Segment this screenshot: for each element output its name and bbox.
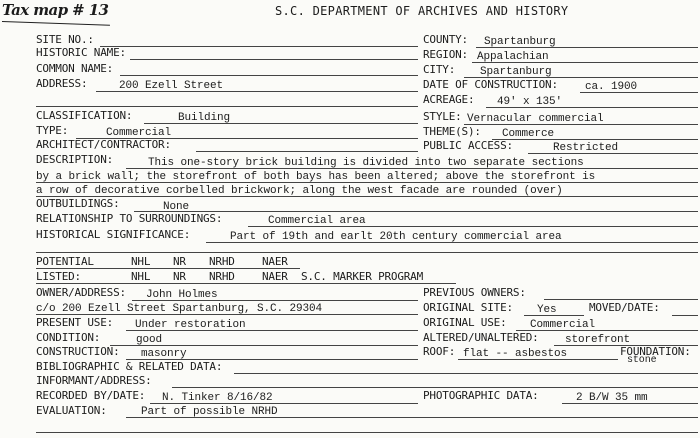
original-use-value: Commercial bbox=[530, 319, 596, 331]
photographic-data-value: 2 B/W 35 mm bbox=[576, 392, 648, 404]
public-access-line bbox=[528, 153, 698, 154]
acreage-value: 49' x 135' bbox=[497, 96, 563, 108]
handwritten-underline bbox=[2, 21, 110, 26]
architect-line bbox=[196, 151, 418, 152]
construction-value: masonry bbox=[141, 348, 187, 360]
original-site-line bbox=[524, 315, 584, 316]
agency-title: S.C. DEPARTMENT OF ARCHIVES AND HISTORY bbox=[275, 4, 569, 18]
common-name-line bbox=[120, 75, 418, 76]
foundation-value: stone bbox=[627, 355, 657, 366]
original-use-label: ORIGINAL USE: bbox=[423, 316, 507, 329]
listed-label: LISTED: bbox=[36, 270, 81, 283]
themes-value: Commerce bbox=[502, 128, 555, 140]
listed-option-nrhd: NRHD bbox=[209, 270, 235, 283]
outbuildings-value: None bbox=[163, 201, 190, 213]
historical-significance-line bbox=[206, 242, 698, 243]
bibliographic-line bbox=[234, 373, 698, 374]
recorded-by-line bbox=[150, 403, 418, 404]
roof-value: flat -- asbestos bbox=[463, 348, 568, 360]
site-no-line bbox=[100, 46, 418, 47]
type-label: TYPE: bbox=[36, 124, 69, 137]
style-label: STYLE: bbox=[423, 110, 462, 123]
evaluation-line bbox=[126, 417, 698, 418]
date-of-construction-label: DATE OF CONSTRUCTION: bbox=[423, 78, 558, 91]
public-access-value: Restricted bbox=[553, 142, 619, 154]
style-line bbox=[464, 124, 698, 125]
section-divider-bottom bbox=[36, 432, 698, 433]
altered-unaltered-value: storefront bbox=[565, 334, 631, 346]
informant-line bbox=[172, 387, 698, 388]
acreage-line bbox=[486, 107, 698, 108]
previous-owners-line bbox=[544, 299, 698, 300]
owner-address-value: c/o 200 Ezell Street Spartanburg, S.C. 29304 bbox=[36, 303, 323, 315]
original-site-value: Yes bbox=[537, 304, 557, 316]
date-of-construction-line bbox=[580, 92, 698, 93]
listed-line bbox=[36, 283, 456, 284]
type-value: Commercial bbox=[106, 127, 172, 139]
handwritten-tax-map-note: Tax map # 13 bbox=[2, 1, 109, 19]
description-line-1: This one-story brick building is divided into two separate sections bbox=[148, 157, 584, 169]
county-label: COUNTY: bbox=[423, 33, 468, 46]
owner-address-label: OWNER/ADDRESS: bbox=[36, 286, 126, 299]
photographic-data-line bbox=[562, 403, 698, 404]
condition-line bbox=[110, 345, 418, 346]
listed-option-nhl: NHL bbox=[131, 270, 151, 283]
section-divider-middle bbox=[36, 252, 698, 253]
moved-date-line bbox=[672, 315, 698, 316]
recorded-by-value: N. Tinker 8/16/82 bbox=[162, 392, 273, 404]
address-line bbox=[96, 91, 418, 92]
classification-value: Building bbox=[178, 112, 231, 124]
county-line bbox=[476, 47, 698, 48]
classification-line bbox=[144, 123, 418, 124]
present-use-label: PRESENT USE: bbox=[36, 316, 114, 329]
description-rule-3 bbox=[36, 196, 698, 197]
owner-name-line bbox=[132, 300, 418, 301]
common-name-label: COMMON NAME: bbox=[36, 62, 114, 75]
present-use-value: Under restoration bbox=[135, 319, 246, 331]
roof-label: ROOF: bbox=[423, 345, 456, 358]
relationship-line bbox=[248, 226, 698, 227]
moved-date-label: MOVED/DATE: bbox=[589, 301, 660, 314]
informant-label: INFORMANT/ADDRESS: bbox=[36, 374, 152, 387]
bibliographic-label: BIBLIOGRAPHIC & RELATED DATA: bbox=[36, 360, 223, 373]
construction-label: CONSTRUCTION: bbox=[36, 345, 120, 358]
recorded-by-label: RECORDED BY/DATE: bbox=[36, 389, 146, 402]
original-use-line bbox=[516, 330, 698, 331]
previous-owners-label: PREVIOUS OWNERS: bbox=[423, 286, 526, 299]
date-of-construction-value: ca. 1900 bbox=[585, 81, 638, 93]
outbuildings-label: OUTBUILDINGS: bbox=[36, 197, 120, 210]
potential-option-naer: NAER bbox=[262, 255, 288, 268]
present-use-line bbox=[126, 330, 418, 331]
condition-label: CONDITION: bbox=[36, 331, 101, 344]
historic-name-label: HISTORIC NAME: bbox=[36, 46, 126, 59]
potential-option-nr: NR bbox=[173, 255, 186, 268]
historic-name-line bbox=[130, 59, 418, 60]
region-value: Appalachian bbox=[477, 51, 549, 63]
address-value: 200 Ezell Street bbox=[119, 80, 224, 92]
potential-line bbox=[36, 268, 300, 269]
acreage-label: ACREAGE: bbox=[423, 93, 475, 106]
region-label: REGION: bbox=[423, 48, 468, 61]
description-rule-2 bbox=[36, 182, 698, 183]
historical-significance-label: HISTORICAL SIGNIFICANCE: bbox=[36, 228, 191, 241]
city-label: CITY: bbox=[423, 63, 456, 76]
evaluation-value: Part of possible NRHD bbox=[141, 406, 278, 418]
description-line-2: by a brick wall; the storefront of both bays has been altered; above the storefront is bbox=[36, 171, 596, 183]
condition-value: good bbox=[136, 334, 163, 346]
altered-unaltered-label: ALTERED/UNALTERED: bbox=[423, 331, 539, 344]
style-value: Vernacular commercial bbox=[467, 113, 604, 125]
potential-option-nrhd: NRHD bbox=[209, 255, 235, 268]
owner-address-line bbox=[36, 314, 418, 315]
city-value: Spartanburg bbox=[480, 66, 552, 78]
photographic-data-label: PHOTOGRAPHIC DATA: bbox=[423, 389, 539, 402]
county-value: Spartanburg bbox=[484, 36, 556, 48]
listed-option-nr: NR bbox=[173, 270, 186, 283]
owner-name-value: John Holmes bbox=[146, 289, 218, 301]
listed-option-naer: NAER bbox=[262, 270, 288, 283]
site-no-label: SITE NO.: bbox=[36, 33, 94, 46]
potential-option-nhl: NHL bbox=[131, 255, 151, 268]
relationship-value: Commercial area bbox=[268, 215, 366, 227]
listed-option-marker-program: S.C. MARKER PROGRAM bbox=[301, 270, 424, 283]
description-line-3: a row of decorative corbelled brickwork; along the west facade are rounded (over) bbox=[36, 185, 563, 197]
foundation-label: FOUNDATION: bbox=[620, 345, 691, 358]
historical-significance-value: Part of 19th and earlt 20th century commercial area bbox=[230, 231, 562, 243]
roof-line bbox=[458, 359, 618, 360]
classification-label: CLASSIFICATION: bbox=[36, 109, 133, 122]
section-divider-top bbox=[36, 106, 418, 107]
relationship-label: RELATIONSHIP TO SURROUNDINGS: bbox=[36, 212, 223, 225]
description-label: DESCRIPTION: bbox=[36, 153, 114, 166]
potential-label: POTENTIAL bbox=[36, 255, 94, 268]
themes-line bbox=[492, 139, 698, 140]
address-label: ADDRESS: bbox=[36, 77, 88, 90]
architect-label: ARCHITECT/CONTRACTOR: bbox=[36, 138, 171, 151]
description-rule-1 bbox=[126, 168, 698, 169]
original-site-label: ORIGINAL SITE: bbox=[423, 301, 513, 314]
public-access-label: PUBLIC ACCESS: bbox=[423, 139, 513, 152]
evaluation-label: EVALUATION: bbox=[36, 404, 107, 417]
region-line bbox=[472, 62, 698, 63]
themes-label: THEME(S): bbox=[423, 125, 481, 138]
